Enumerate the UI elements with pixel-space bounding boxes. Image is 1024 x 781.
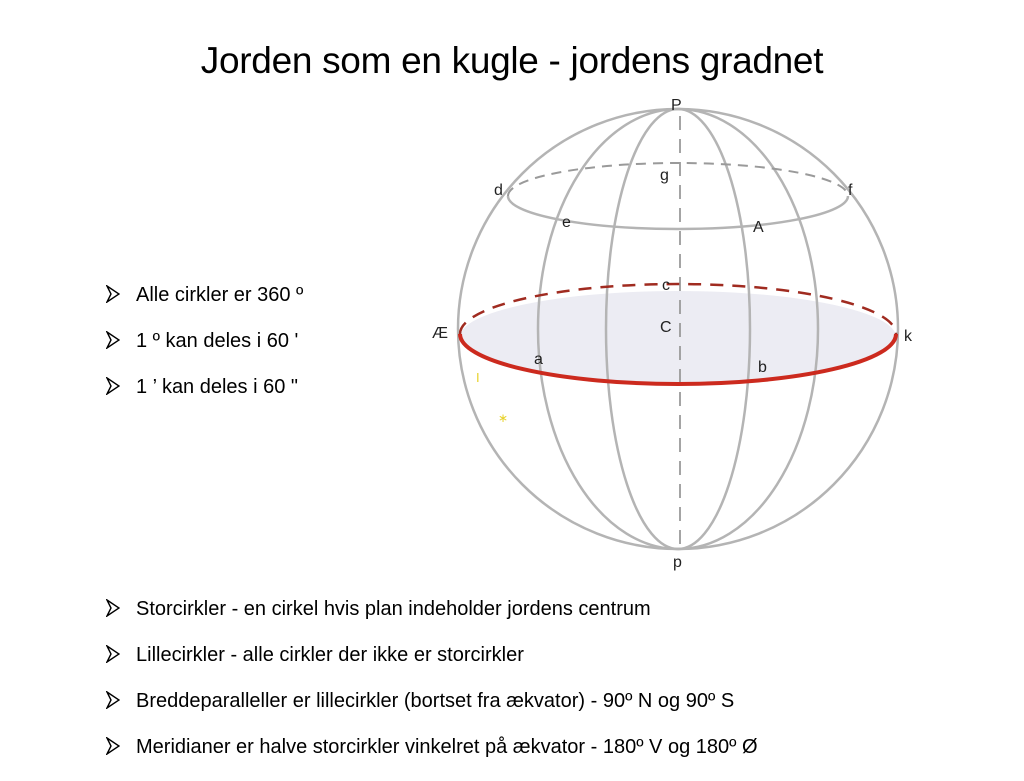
bullet-text: 1 º kan deles i 60 ' bbox=[136, 330, 299, 352]
bullet-text: Storcirkler - en cirkel hvis plan indeholder jordens centrum bbox=[136, 598, 651, 620]
bullet-text: 1 ’ kan deles i 60 " bbox=[136, 376, 299, 398]
bullet-text: Breddeparalleller er lillecirkler (bortset fra ækvator) - 90º N og 90º S bbox=[136, 690, 735, 712]
bullet-item bbox=[102, 689, 758, 735]
arrow-bullet-icon bbox=[106, 737, 120, 755]
bullet-list-bottom bbox=[102, 597, 758, 781]
bullet-item bbox=[102, 597, 758, 643]
label-P: P bbox=[671, 97, 682, 114]
bullet-text: Meridianer er halve storcirkler vinkelret på ækvator - 180º V og 180º Ø bbox=[136, 736, 758, 758]
label-k: k bbox=[904, 328, 912, 345]
slide-title: Jorden som en kugle - jordens gradnet bbox=[200, 40, 824, 81]
bullet-text: Alle cirkler er 360 º bbox=[136, 284, 304, 306]
bullet-list-top bbox=[102, 283, 303, 421]
label-e: e bbox=[562, 214, 571, 231]
bullet-text: Lillecirkler - alle cirkler der ikke er storcirkler bbox=[136, 644, 524, 666]
bullet-item bbox=[102, 329, 303, 375]
arrow-bullet-icon bbox=[106, 691, 120, 709]
parallel-back bbox=[508, 163, 848, 196]
label-AE: Æ bbox=[432, 325, 448, 342]
label-p: p bbox=[673, 554, 682, 571]
label-a: a bbox=[534, 351, 543, 368]
label-f: f bbox=[848, 182, 853, 199]
arrow-bullet-icon bbox=[106, 285, 120, 303]
arrow-bullet-icon bbox=[106, 645, 120, 663]
bullet-item bbox=[102, 283, 303, 329]
label-d: d bbox=[494, 182, 503, 199]
arrow-bullet-icon bbox=[106, 377, 120, 395]
globe-diagram bbox=[412, 92, 952, 582]
arrow-bullet-icon bbox=[106, 331, 120, 349]
yellow-mark: I bbox=[476, 370, 480, 385]
label-C: C bbox=[660, 319, 672, 336]
yellow-mark: ∗ bbox=[498, 411, 509, 425]
label-c: c bbox=[662, 277, 670, 294]
bullet-item bbox=[102, 643, 758, 689]
label-A: A bbox=[753, 219, 764, 236]
bullet-item bbox=[102, 735, 758, 781]
bullet-item bbox=[102, 375, 303, 421]
label-g: g bbox=[660, 167, 669, 184]
label-b: b bbox=[758, 359, 767, 376]
arrow-bullet-icon bbox=[106, 599, 120, 617]
